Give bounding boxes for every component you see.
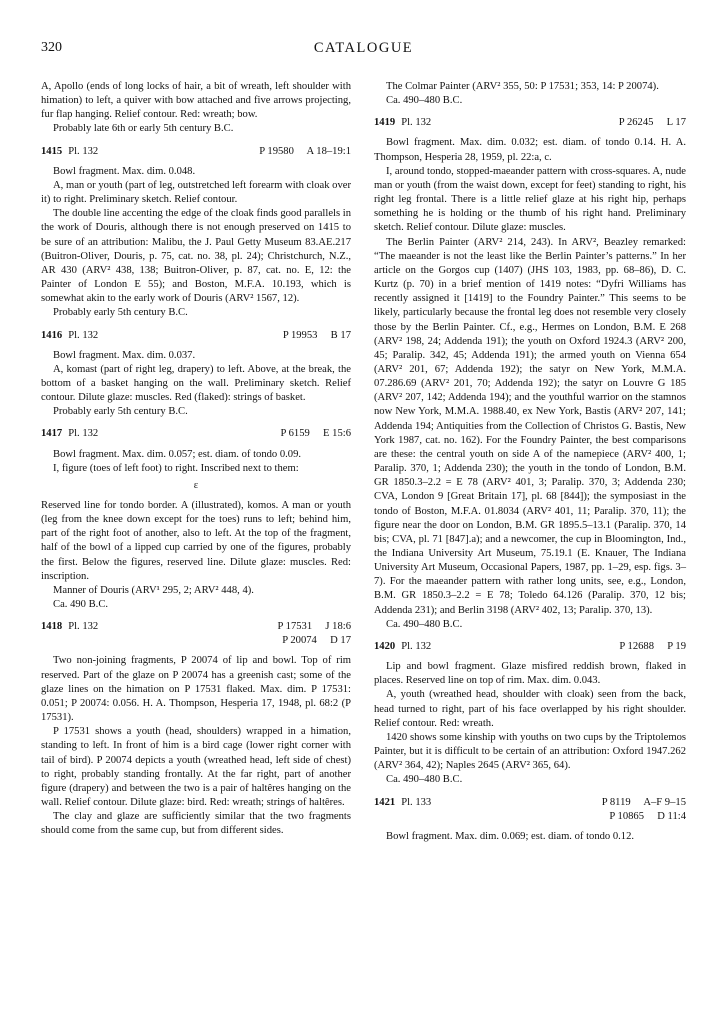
entry-1416-heading [41, 329, 351, 343]
entry-paragraph: Bowl fragment. Max. dim. 0.057; est. diam. of tondo 0.09. [53, 448, 302, 460]
plate-ref: Pl. 132 [68, 329, 99, 341]
date-line: Ca. 490–480 B.C. [386, 774, 463, 786]
entry-1421-heading [374, 796, 686, 824]
entry-number: 1415 [41, 145, 63, 157]
entry-number: 1418 [41, 621, 63, 633]
intro-paragraph: A, Apollo (ends of long locks of hair, a bit of wreath, left shoulder with himation) to left, a quiver with bow attached and five arrows projecting, fur flap hanging. Relief contour. Red: wreath; bow. [41, 81, 351, 121]
entry-number: 1417 [41, 428, 63, 440]
entry-paragraph: A, komast (part of right leg, drapery) to left. Above, at the break, the bottom of a basket hanging on the wall. Preliminary sketch. Relief contour. Dilute glaze: muscles. Red (flaked): strings of basket. [41, 363, 351, 404]
entry-paragraph: The Berlin Painter (ARV² 214, 243). In ARV², Beazley remarked: “The maeander is not the least like the Berlin Painter’s patterns.” In her article on the Gorgos cup (1407) (JHS 103, 1983, pp. 68–86), D. C. Kurtz (p. 70) in a brief mention of 1419 notes: “Dyfri Williams has recently assigned it [1419] to the Foundry Painter.” This seems to be likely, particularly because the frontal leg does not resemble very closely those by the Berlin Painter. Cf., e.g., Hermes on London, B.M. E 268 (ARV² 198, 24; Addenda 191); the youth on Oxford 1924.3 (ARV² 200, 45; Paralip. 342, 45; Addenda 191); the armed youth on Vienna 654 (ARV² 201, 67; Addenda 192); the satyr on New York, M.M.A. 07.286.69 (ARV² 201, 70; Addenda 192); the satyr on Louvre G 185 (ARV² 207, 142; Addenda 194); and the youthful warrior on the stamnos now New York, M.M.A. 1988.40, ex New York, Bastis (ARV² 207, 141; Addenda 194; Antiquities from the Collection of Christos G. Bastis, New York 1987, cat. no. 162). For the Foundry Painter, the best comparisons are these: the central youth on side A of the namepiece (ARV² 400, 1; Paralip. 370, 1; Addenda 230); the youth in the tondo of London, B.M. GR 1850.3–2.2 = E 78 (ARV² 401, 3; Paralip. 370, 3; Addenda 230; CVA, London 9 [Great Britain 17], pl. 68 [844]); the symposiast in the tondo of Boston, M.F.A. 01.8034 (ARV² 401, 11; Paralip. 370, 11); the figure near the door on London, B.M. GR 1895.5–13.1 (Paralip. 370, 14 bis; CVA, pl. 71 [847].a); and a newcomer, the cup in Bloomington, Ind., the Indiana University Art Museum, 75.19.1 (E. Knauer, The Indiana University Art Museum, Occasional Papers, 1987, pp. 1–29, esp. figs. 3–7). For the maeander pattern with rather long units, see, e.g., London, B.M. GR 1850.3–2.2 = E 78; Toledo 64.126 (Paralip. 370, 12 bis; Addenda 231); and Berlin 3198 (ARV² 402, 13; Paralip. 370, 13). [374, 236, 686, 616]
entry-1419-heading [374, 116, 686, 130]
entry-paragraph: The clay and glaze are sufficiently similar that the two fragments should come from the same cup, but from different sides. [41, 811, 351, 837]
inventory-ref: P 19580 A 18–19:1 [259, 145, 351, 157]
plate-ref: Pl. 132 [68, 621, 99, 633]
plate-ref: Pl. 132 [68, 145, 99, 157]
date-line: Probably late 6th or early 5th century B.C. [53, 123, 234, 135]
inventory-ref: P 8119 A–F 9–15 P 10865 D 11:4 [601, 796, 686, 822]
entry-paragraph: Bowl fragment. Max. dim. 0.032; est. diam. of tondo 0.14. H. A. Thompson, Hesperia 28, 1959, pl. 22:a, c. [374, 137, 686, 163]
entry-1418-heading [41, 620, 351, 648]
plate-ref: Pl. 132 [68, 428, 99, 440]
inventory-ref: P 19953 B 17 [282, 329, 351, 341]
date-line: Ca. 490–480 B.C. [386, 95, 463, 107]
right-column [374, 80, 686, 844]
attribution-line: Manner of Douris (ARV¹ 295, 2; ARV² 448, 4). [53, 584, 254, 596]
attribution-line: The Colmar Painter (ARV² 355, 50: P 17531; 353, 14: P 20074). [386, 81, 659, 92]
entry-paragraph: A, youth (wreathed head, shoulder with cloak) seen from the back, head turned to right, part of his face overlapped by his right shoulder. Relief contour. Red: wreath. [374, 689, 686, 729]
entry-paragraph: I, around tondo, stopped-maeander pattern with cross-squares. A, nude man or youth (from the waist down, except for feet) standing to right, his right leg frontal. There is a little relief glaze at his right hip, perhaps something he is holding or the thumb of his right hand. Preliminary sketch. Relief contour. Dilute glaze: muscles. [374, 165, 686, 234]
entry-paragraph: A, man or youth (part of leg, outstretched left forearm with cloak over it) to right. Preliminary sketch. Relief contour. [41, 179, 351, 206]
date-line: Ca. 490 B.C. [53, 599, 109, 610]
date-line: Ca. 490–480 B.C. [386, 618, 463, 630]
inventory-ref: P 17531 J 18:6 P 20074 D 17 [277, 621, 351, 647]
entry-paragraph: Two non-joining fragments, P 20074 of lip and bowl. Top of rim reserved. Part of the glaze on P 20074 has a greenish cast; some of the glaze lines on the himation on P 17531 flaked. Max. dim. P 17531: 0.051; P 20074: 0.056. H. A. Thompson, Hesperia 17, 1948, pl. 68:2 (P 17531). [41, 655, 351, 724]
date-line: Probably early 5th century B.C. [53, 406, 188, 418]
date-line: Probably early 5th century B.C. [53, 307, 188, 319]
entry-1420-heading [374, 640, 686, 654]
plate-ref: Pl. 133 [401, 796, 432, 808]
inventory-ref: P 26245 L 17 [618, 117, 686, 129]
entry-paragraph: Reserved line for tondo border. A (illustrated), komos. A man or youth (leg from the knee down except for the toes) runs to left; behind him, part of the right foot of another, also to left. At the top of the fragment, half of the bowl of a lipped cup carried by one of the figures, probably the first. Below the figures, reserved line. Dilute glaze: muscles. Red: inscription. [41, 499, 351, 582]
entry-1415-heading [41, 145, 351, 159]
entry-paragraph: Bowl fragment. Max. dim. 0.037. [53, 349, 196, 361]
plate-ref: Pl. 132 [401, 117, 432, 129]
entry-paragraph: 1420 shows some kinship with youths on two cups by the Triptolemos Painter, but it is difficult to be certain of an attribution: Oxford 1947.262 (ARV² 364, 42); Naples 2645 (ARV² 365, 64). [374, 731, 686, 772]
inventory-ref: P 6159 E 15:6 [280, 428, 351, 440]
entry-paragraph: Lip and bowl fragment. Glaze misfired reddish brown, flaked in places. Reserved line on top of rim. Max. dim. 0.043. [374, 661, 686, 687]
entry-number: 1420 [374, 640, 396, 652]
page-header [41, 40, 686, 62]
plate-ref: Pl. 132 [401, 640, 432, 652]
inventory-ref: P 12688 P 19 [619, 640, 686, 652]
entry-paragraph: I, figure (toes of left foot) to right. Inscribed next to them: [53, 462, 299, 474]
entry-paragraph: Bowl fragment. Max. dim. 0.069; est. diam. of tondo 0.12. [386, 830, 635, 842]
running-title: CATALOGUE [313, 40, 414, 56]
left-column [41, 80, 351, 839]
entry-paragraph: The double line accenting the edge of the cloak finds good parallels in the work of Douris, although there is not enough preserved on 1415 to be sure of an attribution: Malibu, the J. Paul Getty Museum 83.AE.217 (Buitron-Oliver, Douris, p. 75, cat. no. 38, pl. 24); Christchurch, N.Z., AR 430 (ARV² 438, 138; Buitron-Oliver, p. 87, cat. no. E, 12: the Painter of London E 55); and Boston, M.F.A. 10.193, which is somewhat akin to the early work of Douris (ARV² 1567, 12). [41, 208, 351, 305]
entry-number: 1421 [374, 796, 396, 808]
entry-1417-heading [41, 427, 351, 441]
entry-number: 1419 [374, 117, 396, 129]
page-number: 320 [41, 40, 62, 55]
entry-paragraph: Bowl fragment. Max. dim. 0.048. [53, 165, 196, 177]
entry-paragraph: P 17531 shows a youth (head, shoulders) wrapped in a himation, standing to left. In front of him is a bird cage (lower right corner with tail of bird). P 20074 depicts a youth (wreathed head, left side of chest) to right, probably standing frontally. At the far right, part of another figure (drapery) and between the two is a pair of haltêres hanging on the wall. Relief contour. Dilute glaze: bird. Red: wreath; strings of haltêres. [41, 726, 351, 809]
entry-number: 1416 [41, 329, 63, 341]
inscription-glyph: ε [193, 479, 199, 491]
